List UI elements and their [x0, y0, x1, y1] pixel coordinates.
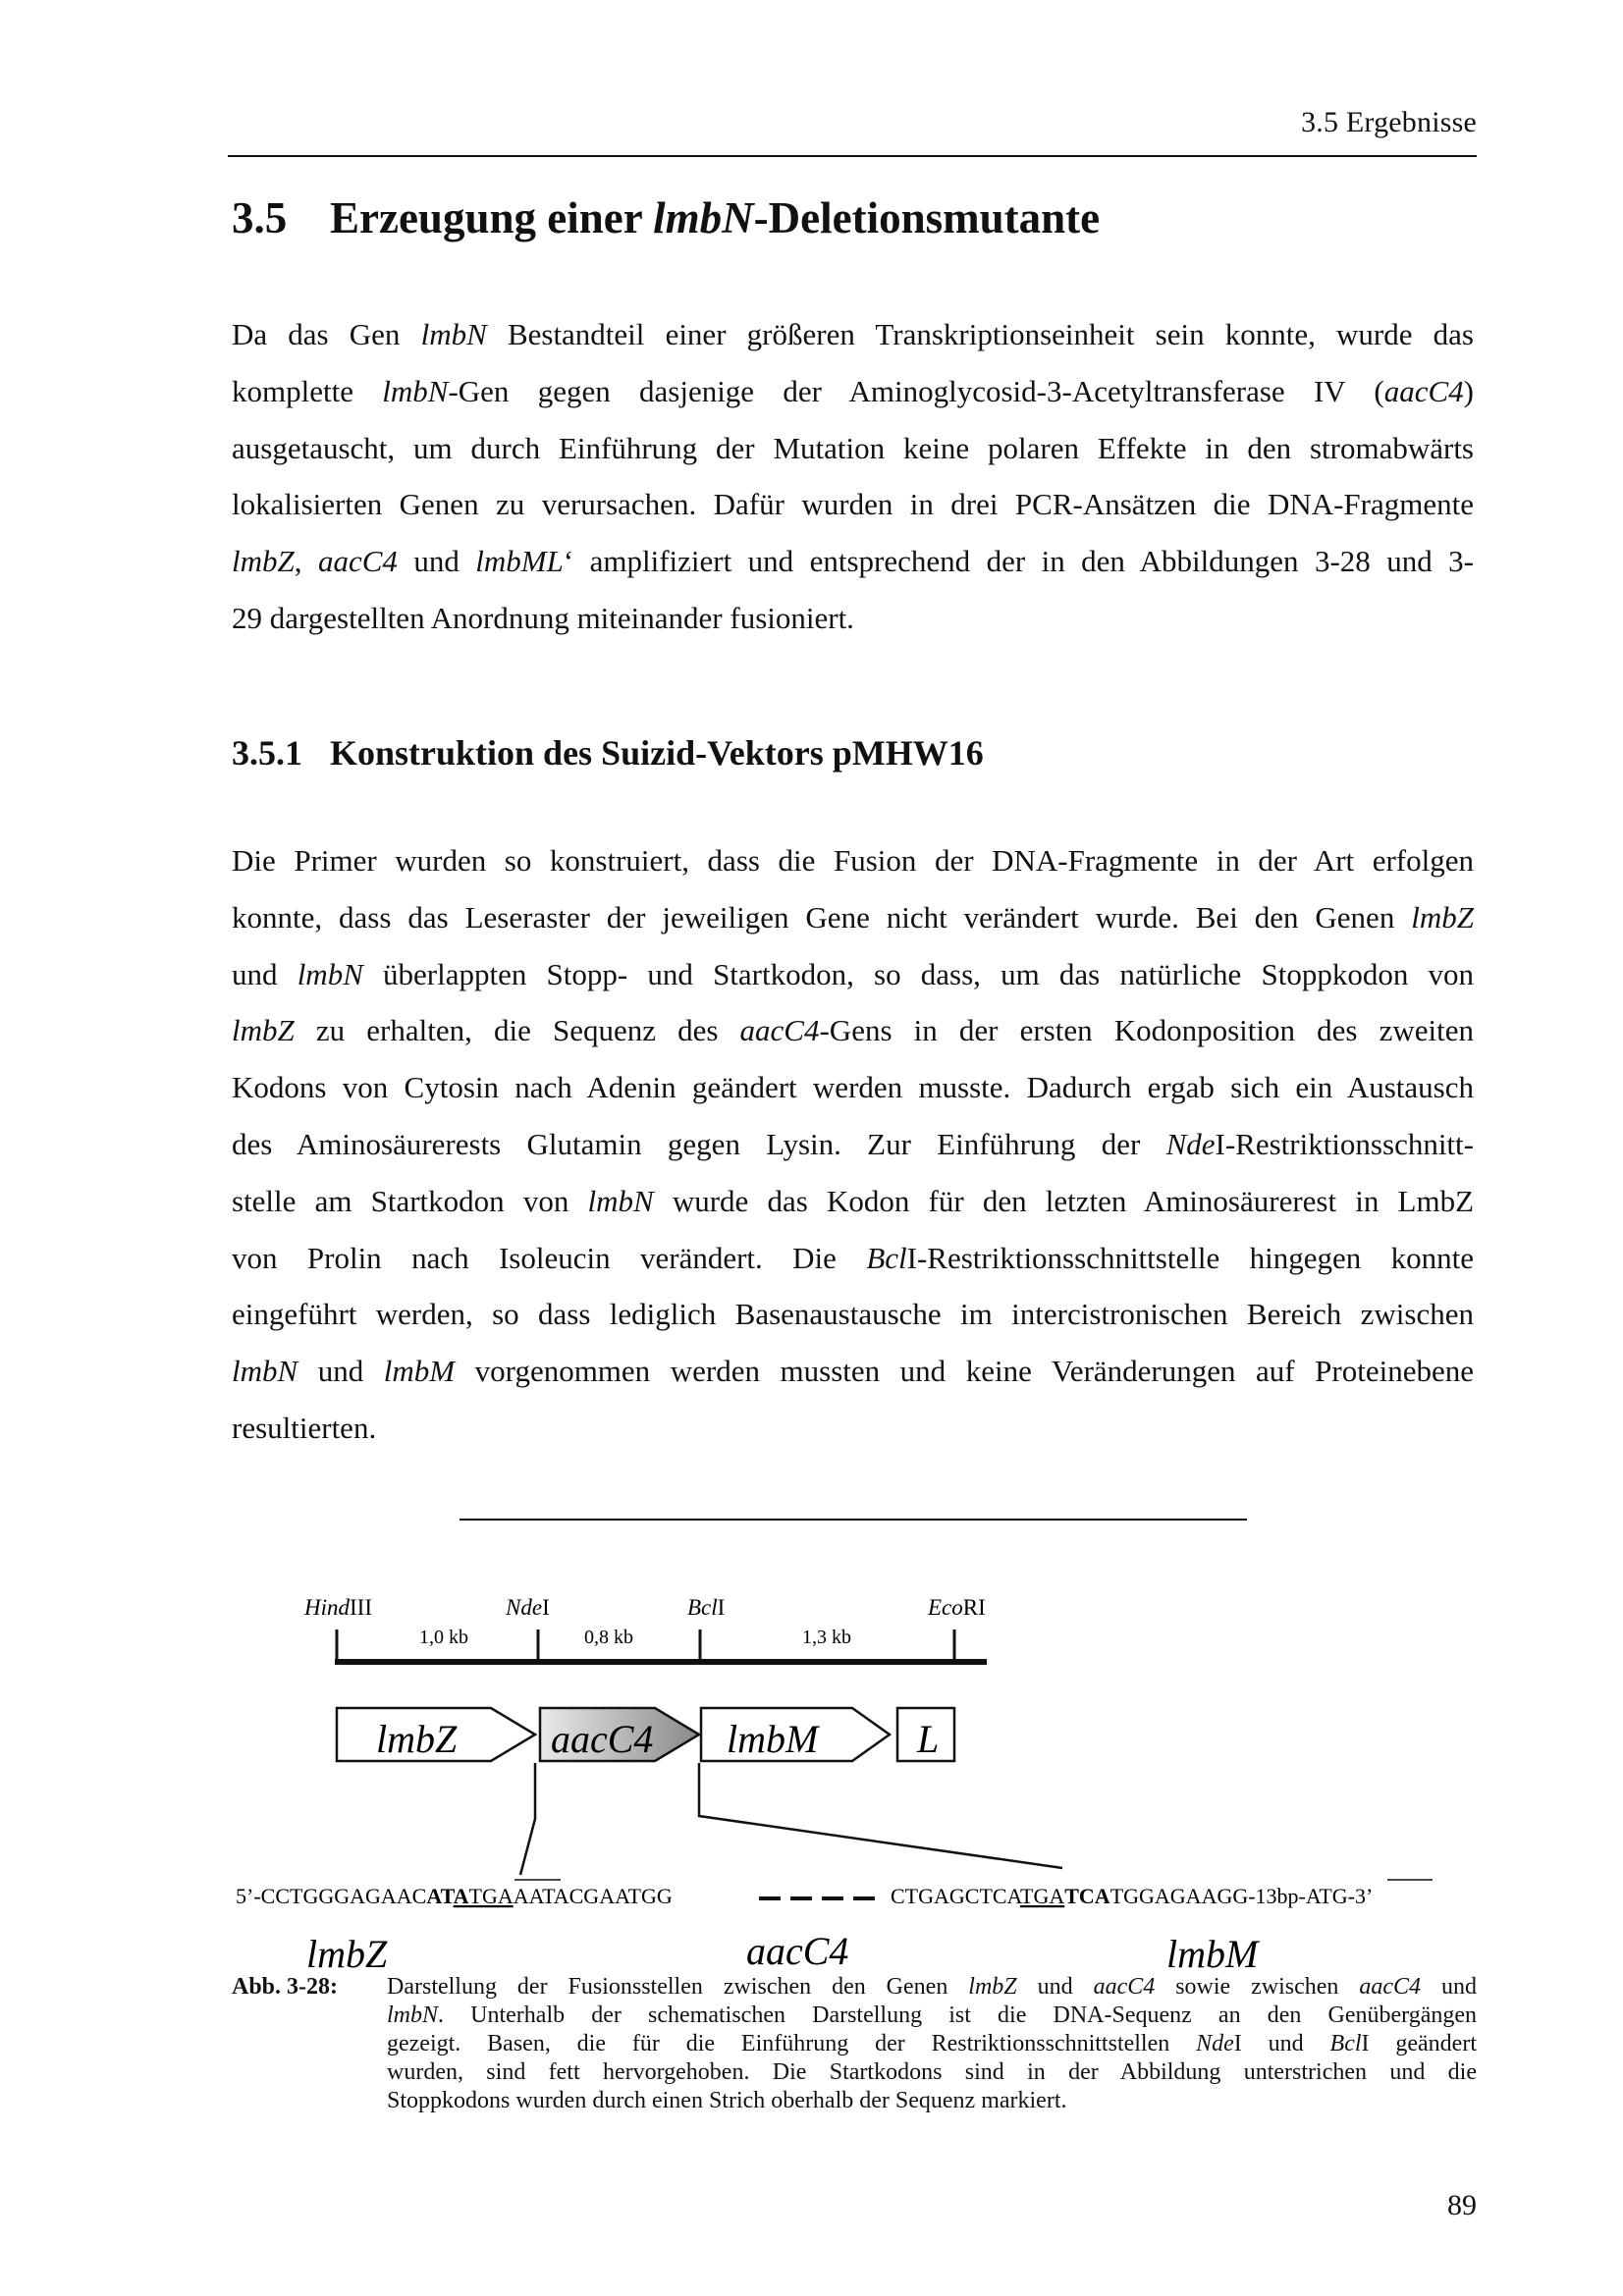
text-line: komplette lmbN-Gen gegen dasjenige der Aminoglycosid-3-Acetyltransferase IV (aacC4)	[232, 373, 1474, 408]
text-line: eingeführt werden, so dass lediglich Basenaustausche im intercistronischen Bereich zwischen	[232, 1297, 1474, 1332]
caption-line: wurden, sind fett hervorgehoben. Die Startkodons sind in der Abbildung unterstrichen und die	[387, 2059, 1477, 2085]
text-line: lmbN und lmbM vorgenommen werden mussten und keine Veränderungen auf Proteinebene	[232, 1354, 1475, 1389]
caption-line: Stoppkodons wurden durch einen Strich oberhalb der Sequenz markiert.	[387, 2088, 1067, 2113]
text-line: Kodons von Cytosin nach Adenin geändert werden musste. Dadurch ergab sich ein Austausch	[232, 1070, 1474, 1105]
caption-line: lmbN. Unterhalb der schematischen Darstellung ist die DNA-Sequenz an den Genübergängen	[387, 2002, 1477, 2028]
text-line: Die Primer wurden so konstruiert, dass die Fusion der DNA-Fragmente in der Art erfolgen	[232, 843, 1474, 878]
dna-sequence-2: CTGAGCTCATGATCATGGAGAAGG-13bp-ATG-3’	[891, 1884, 1374, 1908]
subsection-number: 3.5.1	[232, 733, 302, 773]
seq-label-lmbz: lmbZ	[306, 1932, 388, 1976]
subsection-title: Konstruktion des Suizid-Vektors pMHW16	[330, 733, 984, 773]
text-line: Da das Gen lmbN Bestandteil einer größeren Transkriptionseinheit sein konnte, wurde das	[232, 317, 1474, 351]
gene-label-lmbz: lmbZ	[376, 1717, 458, 1761]
text-line: von Prolin nach Isoleucin verändert. Die BclI-Restriktionsschnittstelle hingegen konnte	[232, 1240, 1474, 1275]
seq-label-aacc4: aacC4	[746, 1929, 849, 1973]
text-line: konnte, dass das Leseraster der jeweiligen Gene nicht verändert wurde. Bei den Genen lmbZ	[232, 899, 1474, 934]
site-label-ecori: EcoRI	[928, 1595, 986, 1620]
running-header: 3.5 Ergebnisse	[1301, 106, 1477, 138]
site-label-hindiii: HindIII	[304, 1595, 372, 1620]
text-line: stelle am Startkodon von lmbN wurde das Kodon für den letzten Aminosäurerest in LmbZ	[232, 1183, 1475, 1218]
text-line: lmbZ zu erhalten, die Sequenz des aacC4-Gens in der ersten Kodonposition des zweiten	[232, 1013, 1474, 1048]
caption-line: gezeigt. Basen, die für die Einführung der Restriktionsschnittstellen NdeI und BclI geändert	[387, 2031, 1477, 2056]
caption-text	[387, 1973, 1477, 2115]
distance-label-1: 1,0 kb	[419, 1627, 468, 1648]
connector-bcli	[699, 1763, 1062, 1868]
text-line: lmbZ, aacC4 und lmbML‘ amplifiziert und entsprechend der in den Abbildungen 3-28 und 3-	[232, 544, 1475, 579]
section-title-gene: lmbN	[653, 193, 754, 242]
text-line: resultierten.	[232, 1410, 377, 1445]
site-label-bcli: BclI	[687, 1595, 726, 1620]
dna-sequence: 5’-CCTGGGAGAACATATGAAATACGAATGG	[236, 1884, 673, 1908]
caption-line: Darstellung der Fusionsstellen zwischen den Genen lmbZ und aacC4 sowie zwischen aacC4 und	[387, 1974, 1478, 2000]
gene-label-aacc4: aacC4	[551, 1717, 654, 1761]
section-title-suffix: -Deletionsmutante	[753, 193, 1101, 242]
site-label-ndei: NdeI	[506, 1595, 550, 1620]
section-title-prefix: Erzeugung einer	[330, 193, 654, 242]
gene-label-l: L	[917, 1717, 940, 1761]
text-line: des Aminosäurerests Glutamin gegen Lysin. Zur Einführung der NdeI-Restriktionsschnitt-	[232, 1126, 1474, 1161]
connector-ndei	[520, 1763, 535, 1875]
section-number: 3.5	[232, 193, 288, 242]
text-line: ausgetauscht, um durch Einführung der Mutation keine polaren Effekte in den stromabwärts	[232, 430, 1474, 465]
text-line: 29 dargestellten Anordnung miteinander fusioniert.	[232, 600, 854, 635]
distance-label-3: 1,3 kb	[802, 1627, 851, 1648]
seq-label-lmbm: lmbM	[1166, 1932, 1259, 1976]
caption-label: Abb. 3-28:	[232, 1974, 339, 2000]
gene-label-lmbm: lmbM	[727, 1717, 819, 1761]
page-number: 89	[1447, 2189, 1477, 2221]
text-line: lokalisierten Genen zu verursachen. Dafür wurden in drei PCR-Ansätzen die DNA-Fragmente	[232, 487, 1474, 522]
distance-label-2: 0,8 kb	[584, 1627, 633, 1648]
text-line: und lmbN überlappten Stopp- und Startkodon, so dass, um das natürliche Stoppkodon von	[232, 956, 1475, 991]
